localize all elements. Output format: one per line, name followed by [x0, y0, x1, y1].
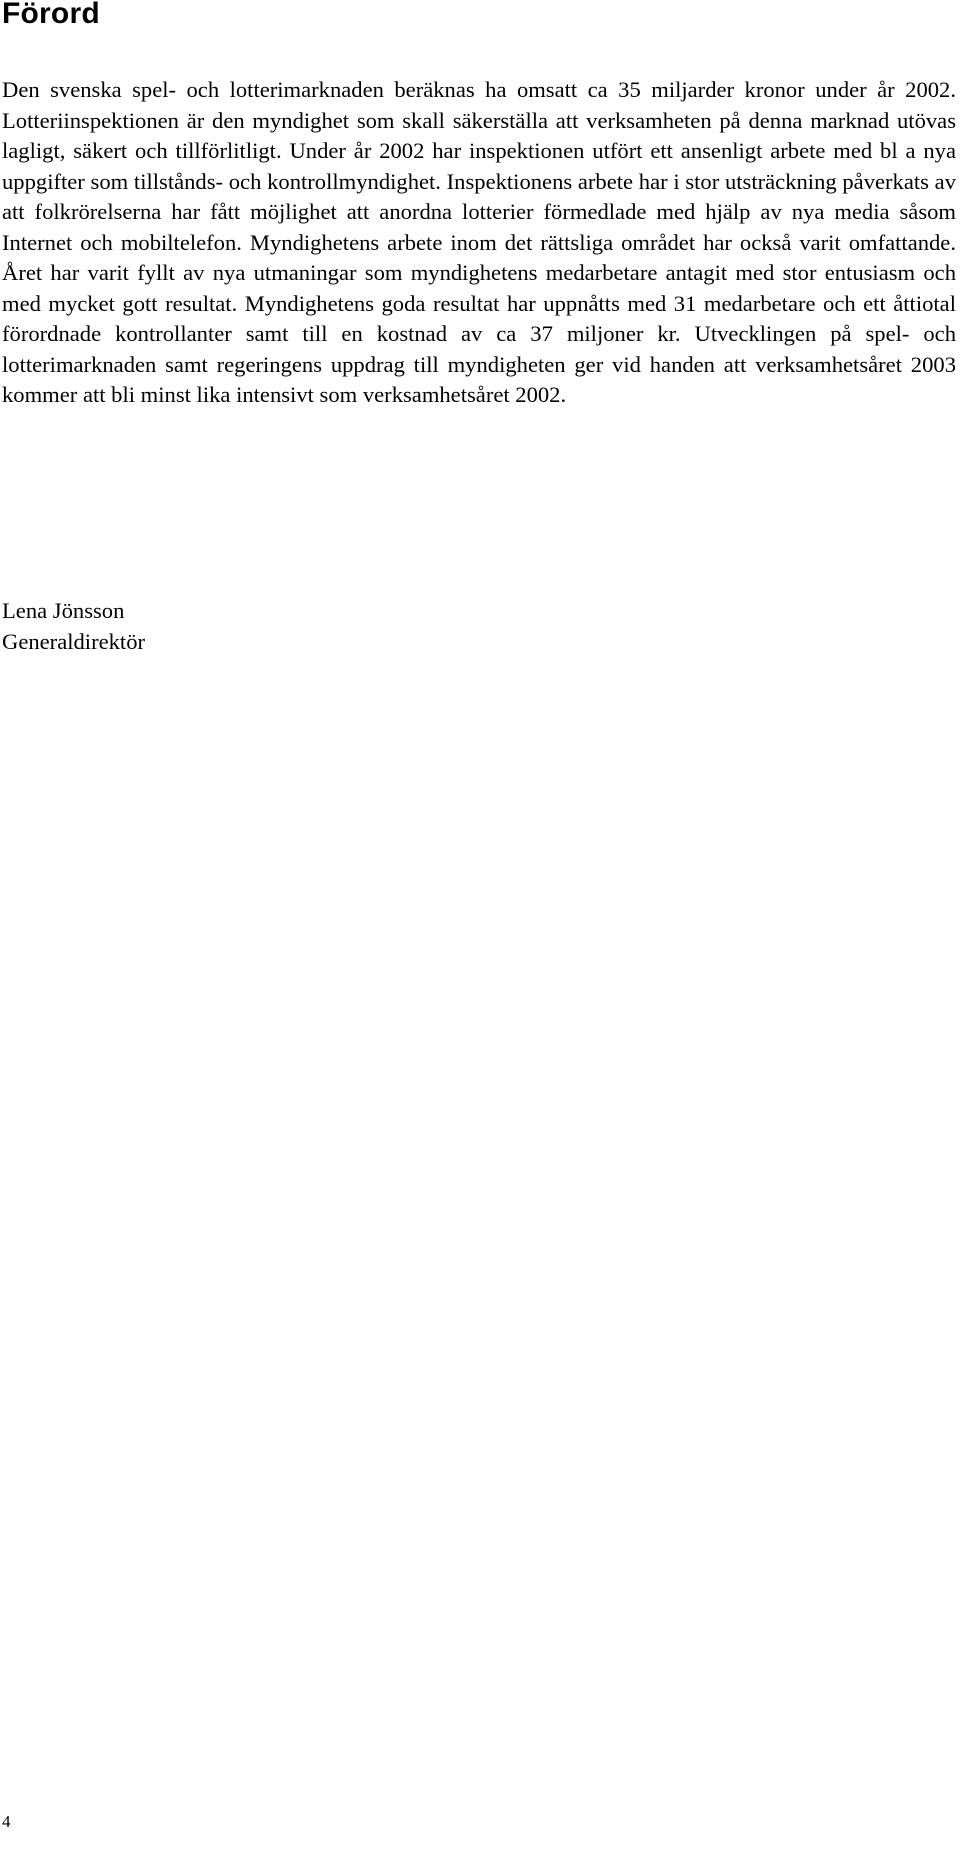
- signature-block: [2, 596, 145, 657]
- page-title: Förord: [2, 0, 100, 30]
- foreword-paragraph: Den svenska spel- och lotterimarknaden beräknas ha omsatt ca 35 miljarder kronor under år 2002. Lotteriinspektionen är den myndighet som skall säkerställa att verksamheten på denna marknad utövas lagligt, säkert och tillförlitligt. Under år 2002 har inspektionen utfört ett ansenligt arbete med bl a nya uppgifter som tillstånds- och kontrollmyndighet. Inspektionens arbete har i stor utsträckning påverkats av att folkrörelserna har fått möjlighet att anordna lotterier förmedlade med hjälp av nya media såsom Internet och mobiltelefon. Myndighetens arbete inom det rättsliga området har också varit omfattande. Året har varit fyllt av nya utmaningar som myndighetens medarbetare antagit med stor entusiasm och med mycket gott resultat. Myndighetens goda resultat har uppnåtts med 31 medarbetare och ett åttiotal förordnade kontrollanter samt till en kostnad av ca 37 miljoner kr. Utvecklingen på spel- och lotterimarknaden samt regeringens uppdrag till myndigheten ger vid handen att verksamhetsåret 2003 kommer att bli minst lika intensivt som verksamhetsåret 2002.: [2, 77, 956, 407]
- page-number: 4: [2, 1812, 11, 1831]
- signature-name: Lena Jönsson: [2, 598, 125, 623]
- signature-title: Generaldirektör: [2, 628, 146, 654]
